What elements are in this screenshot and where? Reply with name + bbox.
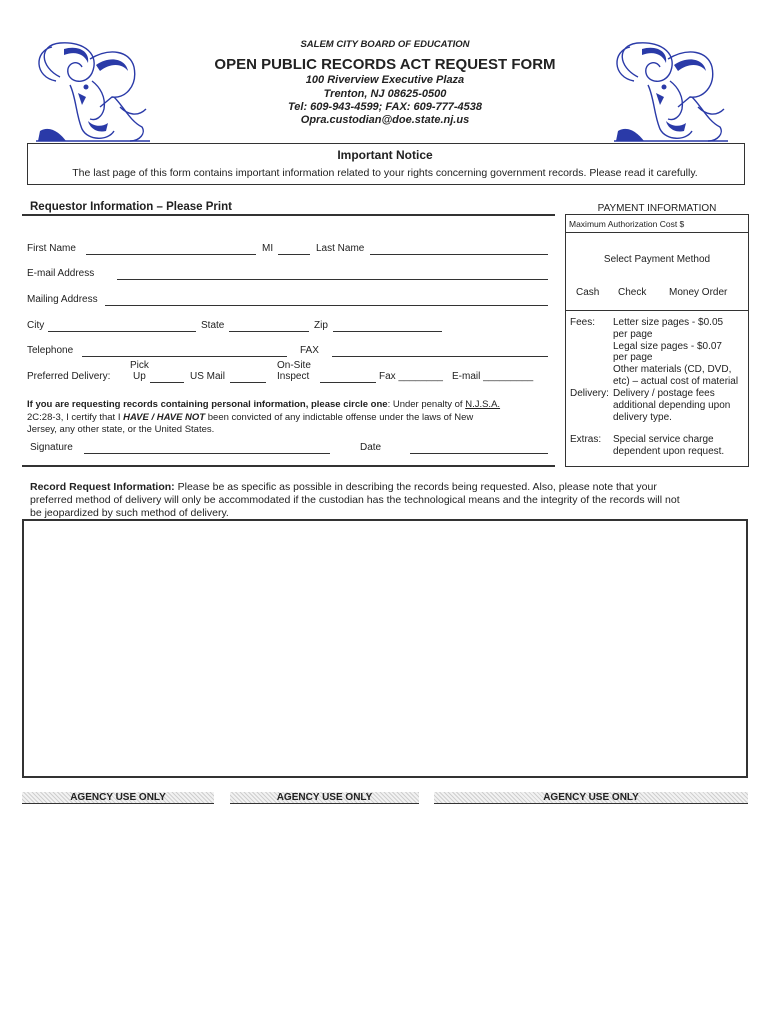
- delivery-label: Delivery:: [570, 388, 609, 399]
- record-bold: Record Request Information:: [30, 481, 175, 493]
- agency-use-3: AGENCY USE ONLY: [543, 792, 639, 803]
- record-text-3: be jeopardized by such method of delivery.: [30, 507, 229, 519]
- mailing-field[interactable]: [105, 305, 548, 306]
- signature-field[interactable]: [84, 453, 330, 454]
- delivery-line: delivery type.: [613, 411, 672, 423]
- city-field[interactable]: [48, 331, 196, 332]
- select-method-label: Select Payment Method: [603, 254, 711, 265]
- up-label: Up: [133, 371, 146, 382]
- last-name-field[interactable]: [370, 254, 548, 255]
- us-mail-label: US Mail: [190, 371, 226, 382]
- fee-line: etc) – actual cost of material: [613, 375, 739, 387]
- personal-info-bold: If you are requesting records containing personal information, please circle one: [27, 399, 388, 410]
- extras-list: [613, 434, 724, 458]
- extras-line: Special service charge: [613, 434, 714, 445]
- personal-info-certification: [27, 399, 557, 437]
- preferred-delivery-label: Preferred Delivery:: [27, 371, 111, 382]
- max-cost-label: Maximum Authorization Cost $: [569, 219, 685, 229]
- payment-heading: PAYMENT INFORMATION: [597, 203, 717, 214]
- fee-line: Other materials (CD, DVD,: [613, 364, 732, 376]
- pickup-field[interactable]: [150, 382, 184, 383]
- zip-field[interactable]: [333, 331, 442, 332]
- email-option[interactable]: E-mail _________: [452, 371, 534, 382]
- pick-label: Pick: [130, 360, 149, 371]
- fee-line: per page: [613, 328, 653, 340]
- method-rule: [565, 310, 749, 311]
- personal-line2b: been convicted of any indictable offense under the laws of New: [205, 411, 474, 423]
- first-name-field[interactable]: [86, 254, 256, 255]
- fee-line: per page: [613, 352, 653, 364]
- agency-rule-2: [230, 803, 419, 804]
- state-label: State: [201, 320, 225, 331]
- telephone-field[interactable]: [82, 356, 287, 357]
- email-field[interactable]: [117, 279, 548, 280]
- telephone-label: Telephone: [27, 345, 74, 356]
- fee-line: Legal size pages - $0.07: [613, 340, 722, 352]
- signature-label: Signature: [30, 442, 73, 453]
- agency-rule-1: [22, 803, 214, 804]
- record-request-textarea[interactable]: [22, 519, 748, 778]
- record-request-info: [30, 481, 750, 520]
- fee-line: Letter size pages - $0.05: [613, 317, 724, 328]
- date-field[interactable]: [410, 453, 548, 454]
- us-mail-field[interactable]: [230, 382, 266, 383]
- form-title: OPEN PUBLIC RECORDS ACT REQUEST FORM: [214, 56, 556, 73]
- personal-line3: Jersey, any other state, or the United States.: [27, 424, 215, 435]
- requestor-heading: Requestor Information – Please Print: [30, 201, 232, 213]
- inspect-field[interactable]: [320, 382, 376, 383]
- last-name-label: Last Name: [316, 243, 365, 254]
- personal-info-pre: : Under penalty of: [387, 399, 466, 410]
- date-label: Date: [360, 442, 382, 453]
- max-cost-rule: [565, 232, 749, 233]
- method-money-order[interactable]: Money Order: [669, 287, 728, 298]
- zip-label: Zip: [314, 320, 328, 331]
- mi-field[interactable]: [278, 254, 310, 255]
- agency-rule-3: [434, 803, 748, 804]
- requestor-heading-rule: [22, 214, 555, 216]
- onsite-label: On-Site: [277, 360, 311, 371]
- extras-line: dependent upon request.: [613, 445, 725, 457]
- contact-email: Opra.custodian@doe.state.nj.us: [300, 114, 470, 126]
- agency-use-1: AGENCY USE ONLY: [70, 792, 166, 803]
- personal-line2a: 2C:28-3, I certify that I: [27, 411, 124, 423]
- address-line-2: Trenton, NJ 08625-0500: [323, 88, 447, 100]
- address-line-1: 100 Riverview Executive Plaza: [305, 74, 465, 86]
- njsa-citation: N.J.S.A.: [465, 399, 501, 410]
- method-cash[interactable]: Cash: [576, 287, 600, 298]
- delivery-line: additional depending upon: [613, 399, 731, 411]
- notice-title: Important Notice: [337, 148, 433, 162]
- fees-label: Fees:: [570, 317, 596, 328]
- notice-text: The last page of this form contains important information related to your rights concerning government records. Please read it carefully.: [72, 167, 698, 179]
- requestor-bottom-rule: [22, 465, 555, 467]
- fax-label: FAX: [300, 345, 319, 356]
- have-have-not-choice[interactable]: HAVE / HAVE NOT: [123, 411, 206, 423]
- city-label: City: [27, 320, 45, 331]
- inspect-label: Inspect: [277, 371, 310, 382]
- fax-field[interactable]: [332, 356, 548, 357]
- delivery-line: Delivery / postage fees: [613, 388, 715, 399]
- delivery-list: [613, 388, 730, 423]
- extras-label: Extras:: [570, 434, 602, 445]
- mailing-label: Mailing Address: [27, 294, 98, 305]
- first-name-label: First Name: [27, 243, 76, 254]
- board-name: SALEM CITY BOARD OF EDUCATION: [300, 39, 470, 50]
- email-label: E-mail Address: [27, 268, 95, 279]
- agency-use-2: AGENCY USE ONLY: [276, 792, 373, 803]
- method-check[interactable]: Check: [618, 287, 647, 298]
- state-field[interactable]: [229, 331, 309, 332]
- mi-label: MI: [262, 243, 274, 254]
- record-text-1: Please be as specific as possible in describing the records being requested. Also, please note that your: [174, 481, 657, 493]
- phone-fax: Tel: 609-943-4599; FAX: 609-777-4538: [287, 101, 483, 113]
- fax-option[interactable]: Fax ________: [379, 371, 443, 382]
- fees-list: [613, 317, 738, 388]
- record-text-2: preferred method of delivery will only be accommodated if the custodian has the technological means and the integrity of the records will not: [30, 494, 680, 506]
